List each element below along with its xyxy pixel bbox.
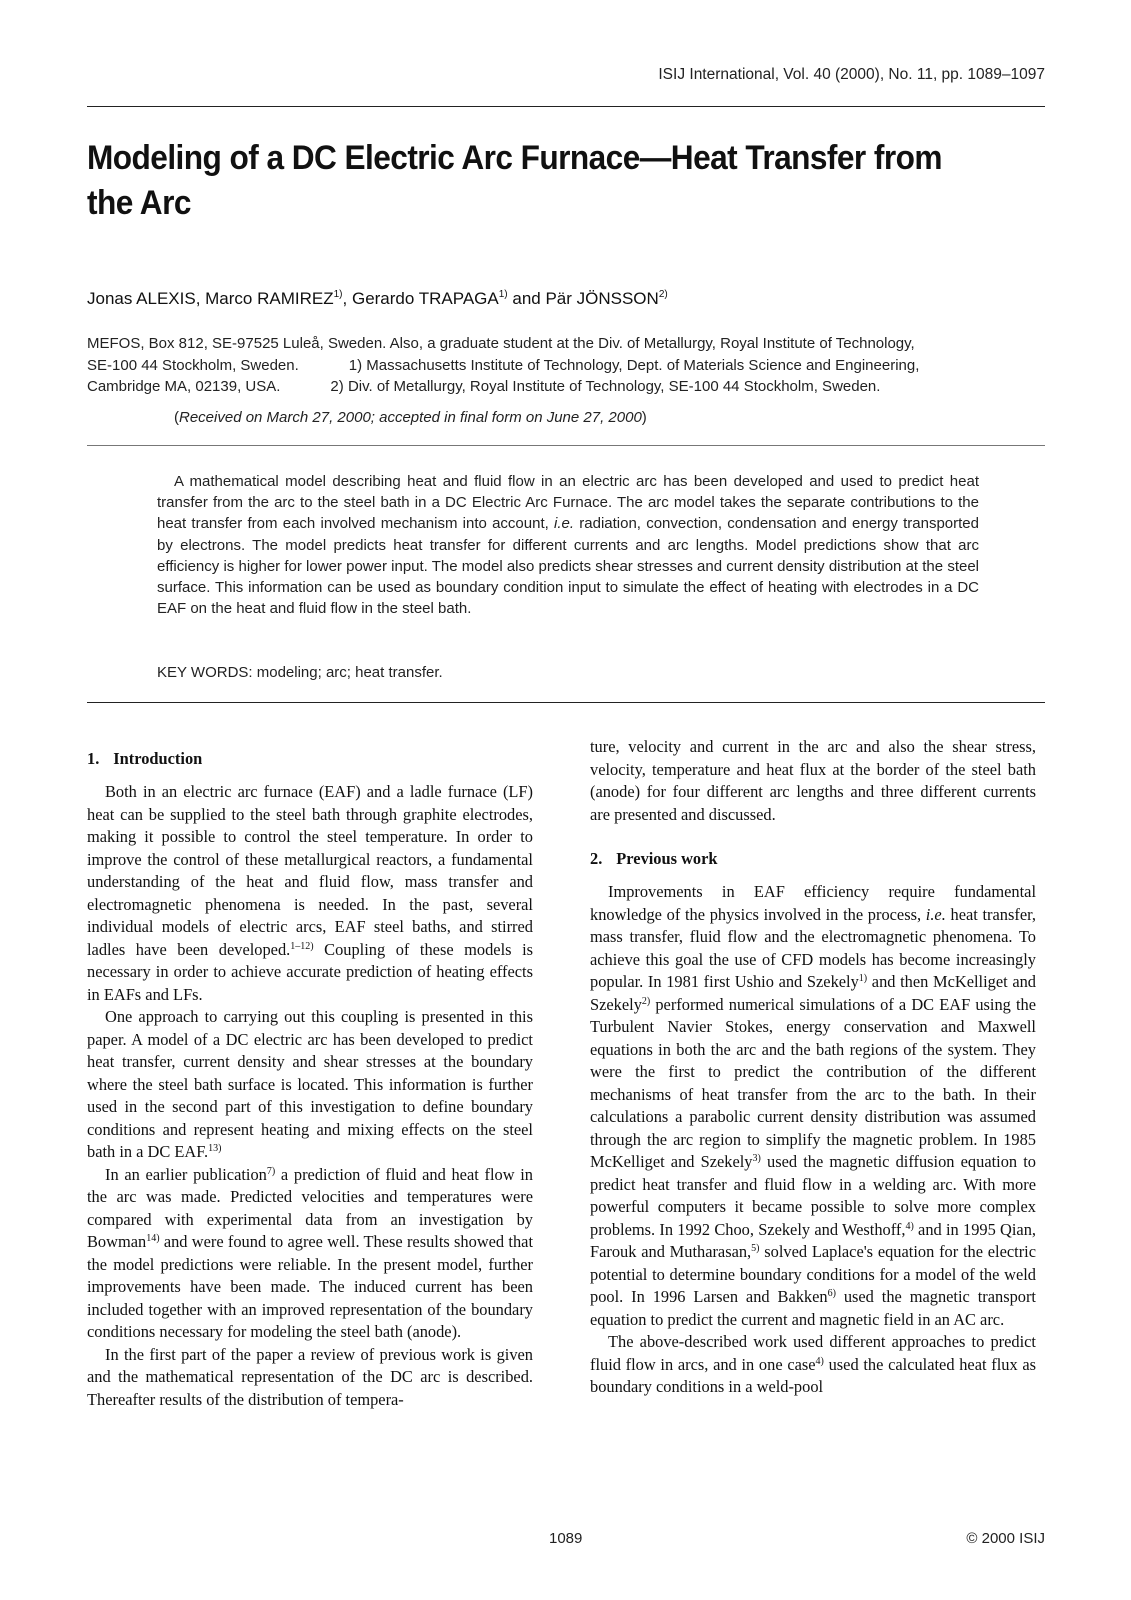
section-number: 1. (87, 749, 100, 768)
left-column (87, 736, 533, 1411)
section-number: 2. (590, 849, 603, 868)
author-name: Pär JÖNSSON (545, 289, 659, 308)
author-name: Gerardo TRAPAGA (351, 289, 499, 308)
citation: 13) (208, 1143, 222, 1154)
copyright: © 2000 ISIJ (966, 1530, 1045, 1547)
author-list (87, 289, 668, 309)
paragraph: Improvements in EAF efficiency require fundamental knowledge of the physics involved in the process, i.e. heat transfer, mass transfer, fluid flow and the electromagnetic phenomena. To achieve this goal the use of CFD models has become increasingly popular. In 1981 first Ushio and Szekely$^{1)}$ and then McKelliget and Szekely$^{2)}$ performed numerical simulations of a DC EAF using the Turbulent Navier Stokes, energy conservation and Maxwell equations in both the arc and the bath regions of the system. They were the first to predict the contribution of the different mechanisms of heat transfer from the arc to the bath. In their calculations a parabolic current density distribution was assumed through the arc region to simplify the magnetic problem. In 1985 McKelliget and Szekely$^{3)}$ used the magnetic diffusion equation to predict heat transfer and fluid flow in a welding arc. With more powerful computers it became possible to solve more complex problems. In 1992 Choo, Szekely and Westhoff,$^{4)}$ and in 1995 Qian, Farouk and Mutharasan,$^{5)}$ solved Laplace's equation for the electric potential to determine boundary conditions for a model of the weld pool. In 1996 Larsen and Bakken$^{6)}$ used the magnetic transport equation to predict the current and magnetic field in an AC arc. (590, 882, 1036, 1329)
citation: 14) (146, 1233, 160, 1244)
header-rule (87, 106, 1045, 107)
received-text: Received on March 27, 2000; accepted in final form on June 27, 2000 (179, 409, 642, 426)
page-number: 1089 (549, 1530, 583, 1547)
affiliation-marker: 1) (498, 289, 508, 300)
section-heading-previous-work (590, 848, 1036, 870)
abstract (157, 471, 979, 619)
abstract-bottom-rule (87, 702, 1045, 703)
citation: 4) (815, 1355, 824, 1367)
paragraph: In the first part of the paper a review of previous work is given and the mathematical representation of the DC arc is described. Thereafter results of the distribution of tempera- (87, 1344, 533, 1409)
abstract-ie: i.e. (554, 515, 575, 533)
paragraph: In an earlier publication$^{7)}$ a prediction of fluid and heat flow in the arc was made. Predicted velocities and temperatures were compared with experimental data from an investigation by Bowman$^{14)}$ and were found to agree well. These results showed that the model predictions were reliable. In the present model, further improvements have been made. The induced current has been included together with an improved representation of the boundary conditions necessary for modeling the steel bath (anode). (87, 1164, 533, 1341)
citation: 1) (858, 973, 868, 984)
right-column (590, 736, 1036, 1399)
affiliation-line: Cambridge MA, 02139, USA. 2) Div. of Metallurgy, Royal Institute of Technology, SE-100 44 Stockholm, Sweden. (87, 378, 881, 395)
paragraph: The above-described work used different approaches to predict fluid flow in arcs, and in one case$^{4)}$ used the calculated heat flux as boundary conditions in a weld-pool (590, 1332, 1037, 1396)
citation: 6) (827, 1288, 836, 1299)
abstract-text: radiation, convection, condensation and energy transported by electrons. The model predicts heat transfer for different currents and arc lengths. Model predictions show that arc efficiency is higher for lower power input. The model also predicts shear stresses and current density distribution at the steel surface. This information can be used as boundary condition input to simulate the effect of heating with electrodes in a DC EAF on the heat and fluid flow in the steel bath. (157, 515, 979, 618)
author-separator: , (195, 289, 206, 308)
paragraph-continued: ture, velocity and current in the arc and also the shear stress, velocity, temperature and heat flux at the border of the steel bath (anode) for four different arc lengths and three different currents are presented and discussed. (590, 737, 1036, 824)
paragraph: Both in an electric arc furnace (EAF) and a ladle furnace (LF) heat can be supplied to the steel bath through graphite electrodes, making it possible to control the steel temperature. In order to improve the control of these metallurgical reactors, a fundamental understanding of the heat and fluid flow, mass transfer and electromagnetic phenomena is needed. In the past, several individual models of electric arcs, EAF steel baths, and stirred ladles have been developed.$^{1-12)}$ Coupling of these models is necessary in order to achieve accurate prediction of heating effects in EAFs and LFs. (87, 782, 534, 1004)
citation: 4) (905, 1220, 914, 1232)
section-title: Introduction (113, 749, 203, 768)
citation: 3) (752, 1153, 761, 1164)
paper-title: Modeling of a DC Electric Arc Furnace—Heat Transfer from the Arc (87, 139, 942, 222)
section-heading-introduction (87, 748, 533, 770)
author-name: Jonas ALEXIS (87, 289, 196, 308)
affiliations (87, 333, 1045, 398)
affiliation-line: SE-100 44 Stockholm, Sweden. 1) Massachusetts Institute of Technology, Dept. of Materials Science and Engineering, (87, 356, 920, 374)
author-separator: , (342, 289, 352, 308)
abstract-top-rule (87, 445, 1045, 446)
author-name: Marco RAMIREZ (205, 289, 334, 308)
affiliation-marker: 2) (658, 289, 668, 300)
journal-reference: ISIJ International, Vol. 40 (2000), No. 11, pp. 1089–1097 (658, 66, 1045, 83)
received-dates: (Received on March 27, 2000; accepted in final form on June 27, 2000) (174, 409, 647, 426)
section-title: Previous work (616, 849, 718, 868)
affiliation-marker: 1) (333, 289, 343, 300)
citation: 7) (266, 1165, 276, 1177)
citation: 1–12) (290, 940, 314, 952)
paragraph: One approach to carrying out this coupling is presented in this paper. A model of a DC electric arc has been developed to predict heat transfer, current density and shear stresses at the boundary where the steel bath surface is located. This information is further used in the second part of this investigation to define boundary conditions and represent heating and mixing effects on the steel bath in a DC EAF.$^{13)}$ (87, 1007, 533, 1161)
citation: 2) (641, 995, 651, 1007)
author-separator: and (507, 289, 546, 308)
keywords: KEY WORDS: modeling; arc; heat transfer. (157, 664, 443, 681)
affiliation-line: MEFOS, Box 812, SE-97525 Luleå, Sweden. Also, a graduate student at the Div. of Metallurgy, Royal Institute of Technology, (87, 335, 915, 352)
citation: 5) (751, 1243, 760, 1254)
abstract-text: A mathematical model describing heat and fluid flow in an electric arc has been developed and used to predict heat transfer from the arc to the steel bath in a DC Electric Arc Furnace. The arc model takes the separate contributions to the heat transfer from each involved mechanism into account, (157, 473, 979, 533)
